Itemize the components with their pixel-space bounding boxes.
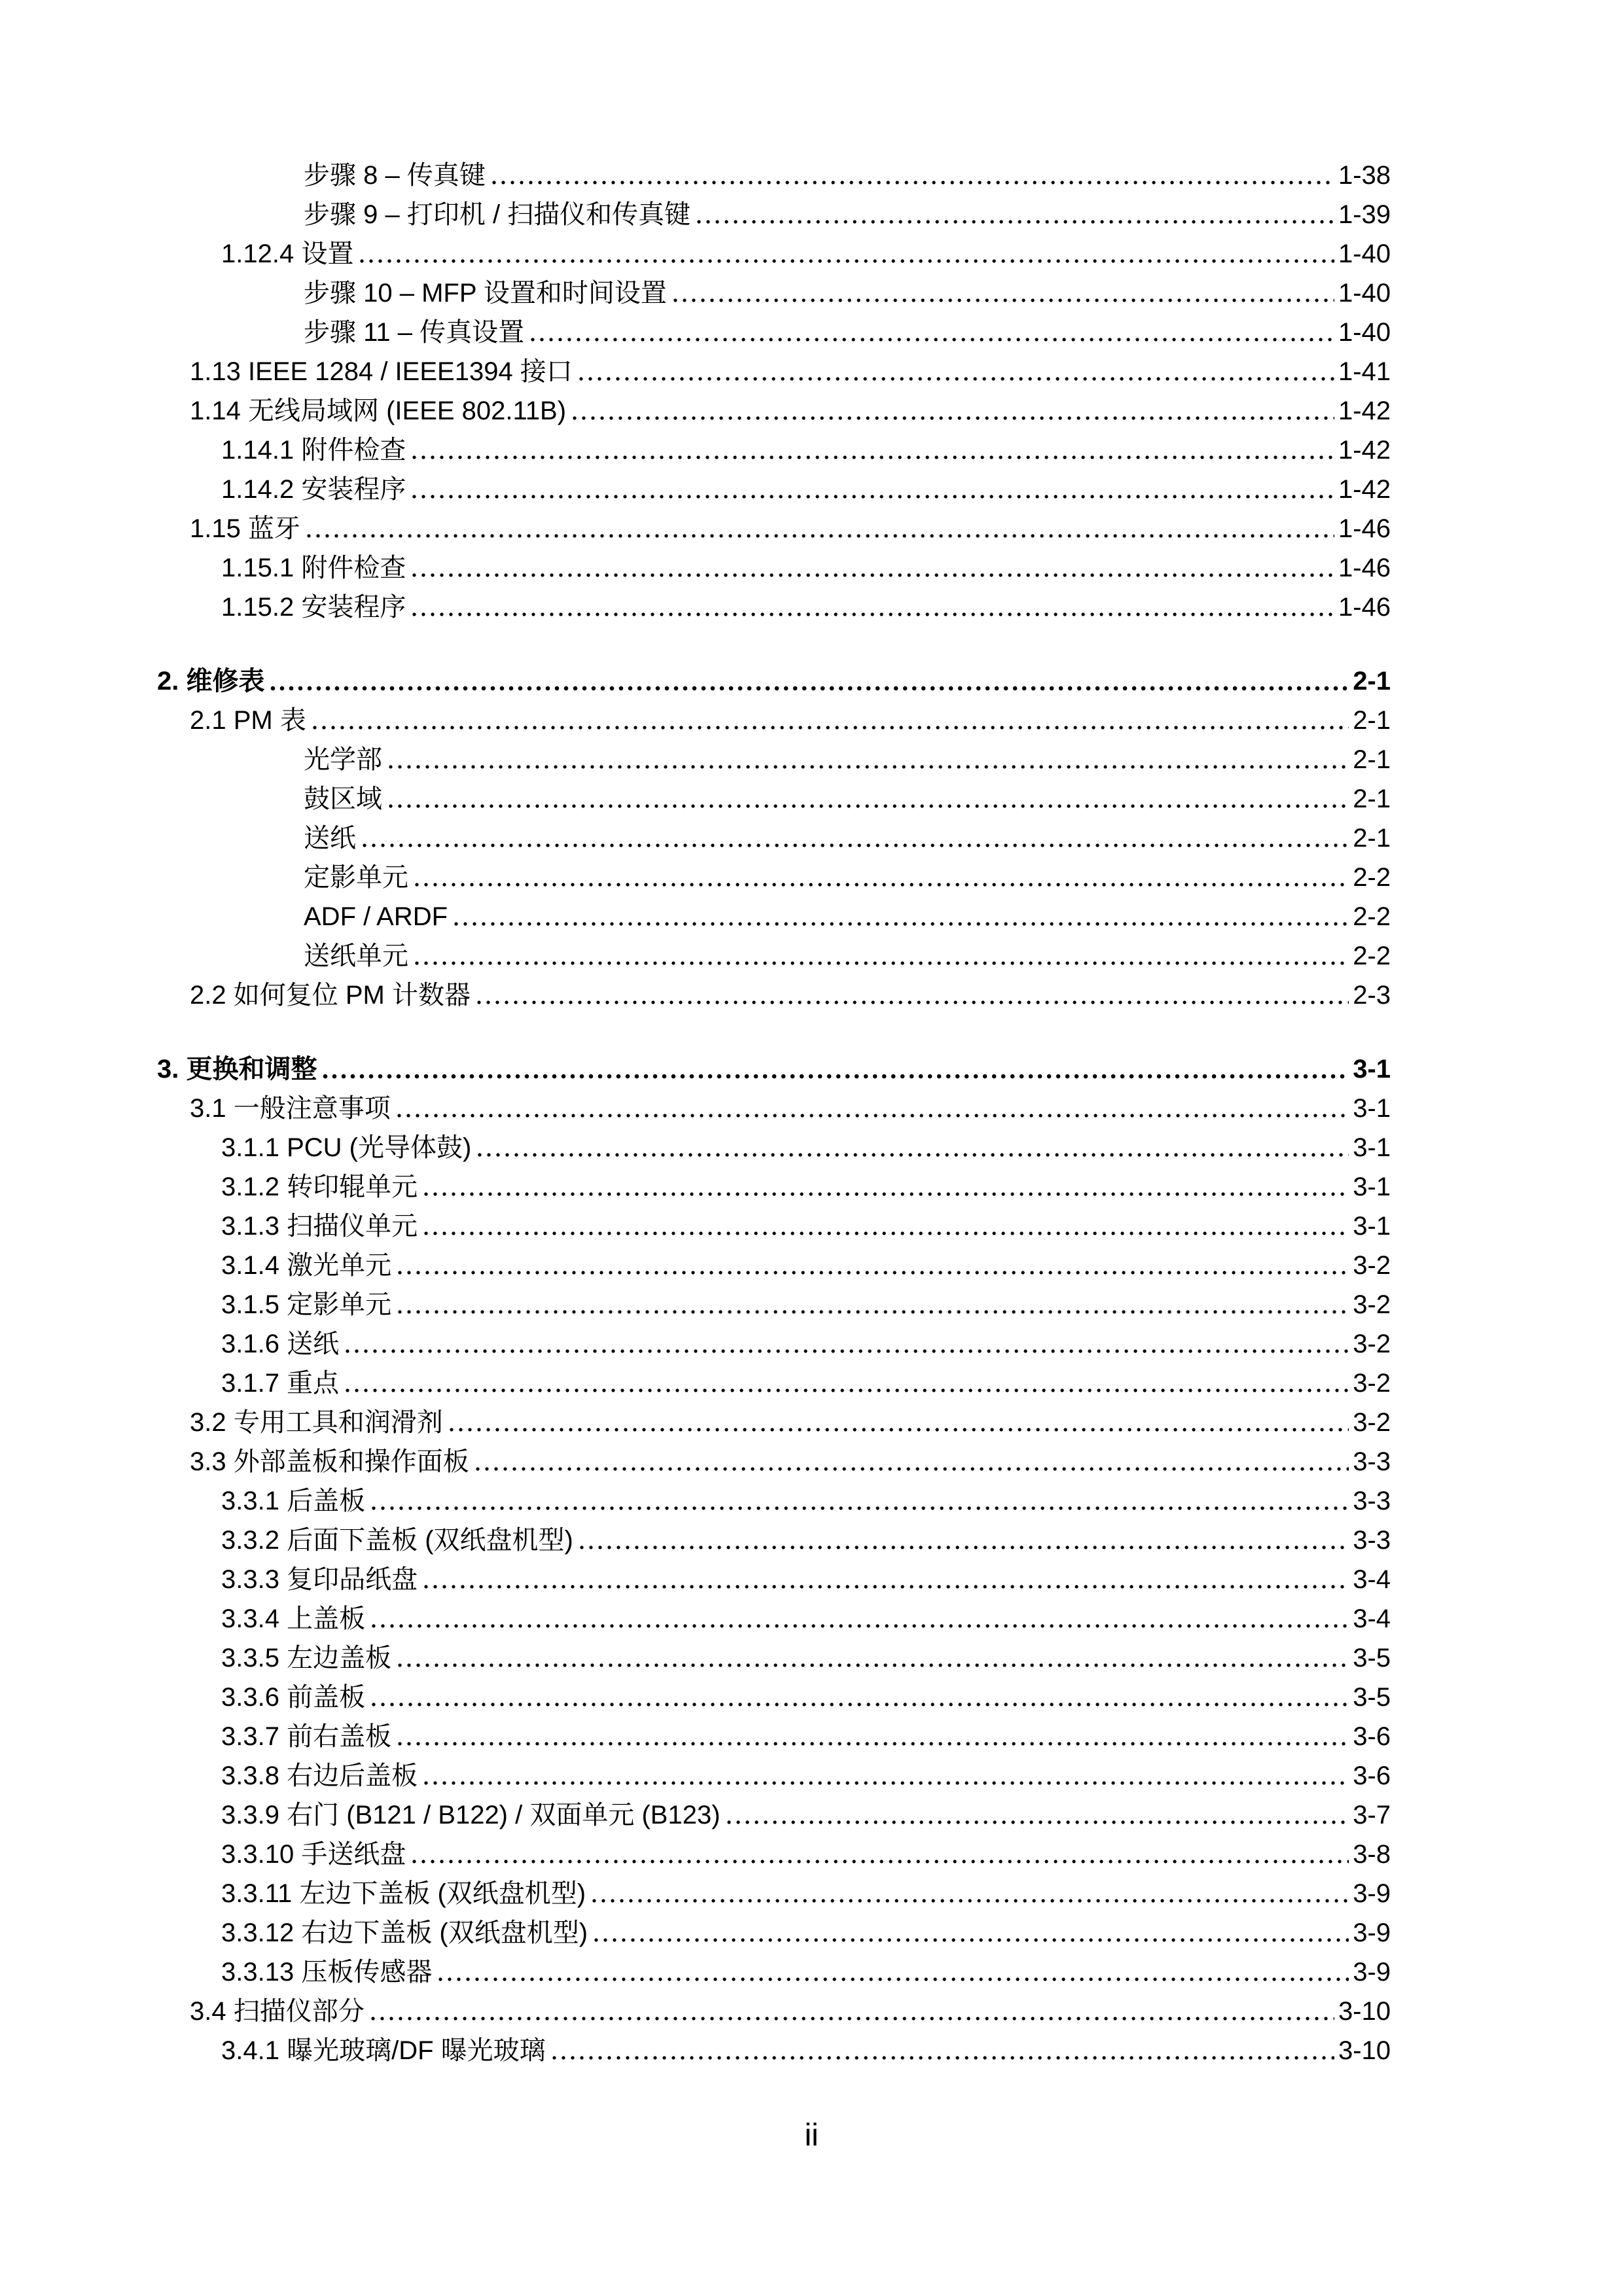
toc-entry-label: 3.3.10 手送纸盘 [221, 1840, 406, 1869]
toc-entry [221, 1281, 1391, 1318]
toc-entry [304, 815, 1391, 851]
dot-leader [671, 298, 1334, 303]
toc-entry [221, 466, 1391, 503]
toc-entry-page: 3-9 [1353, 1918, 1391, 1947]
dot-leader [452, 921, 1349, 927]
toc-entry [221, 1517, 1391, 1553]
toc-entry [304, 270, 1391, 306]
toc-entry [304, 736, 1391, 773]
dot-leader [421, 1780, 1349, 1786]
toc-entry-page: 2-1 [1353, 745, 1391, 774]
toc-entry-page: 3-1 [1353, 1133, 1391, 1162]
toc-entry-page: 3-2 [1353, 1330, 1391, 1358]
toc-entry-page: 3-9 [1353, 1879, 1391, 1908]
toc-entry-page: 1-46 [1338, 554, 1391, 582]
toc-entry-page: 3-1 [1353, 1212, 1391, 1241]
dot-leader [410, 612, 1334, 617]
toc-entry [221, 1203, 1391, 1239]
toc-entry-page: 1-42 [1338, 475, 1391, 504]
dot-leader [410, 1859, 1349, 1864]
dot-leader [343, 1388, 1349, 1393]
dot-leader [592, 1937, 1349, 1943]
toc-entry [221, 1949, 1391, 1985]
toc-entry [221, 1674, 1391, 1710]
toc-entry-label: 3. 更换和调整 [157, 1055, 317, 1084]
dot-leader [490, 180, 1334, 185]
toc-entry-label: 3.3.6 前盖板 [221, 1683, 366, 1712]
toc-entry-page: 1-39 [1338, 200, 1391, 229]
toc-entry [221, 1595, 1391, 1632]
toc-entry-page: 3-5 [1353, 1644, 1391, 1672]
toc-entry [190, 1085, 1391, 1122]
toc-entry-page: 3-3 [1353, 1487, 1391, 1515]
dot-leader [436, 1977, 1349, 1982]
toc-entry [221, 1124, 1391, 1161]
toc-entry-page: 3-1 [1353, 1094, 1391, 1123]
toc-entry-label: 3.4 扫描仪部分 [190, 1997, 365, 2026]
dot-leader [395, 1270, 1349, 1275]
toc-entry-page: 3-2 [1353, 1290, 1391, 1319]
toc-entry [221, 544, 1391, 581]
toc-entry [304, 309, 1391, 345]
toc-entry-label: 3.4.1 曝光玻璃/DF 曝光玻璃 [221, 2036, 546, 2065]
toc-entry-page: 2-2 [1353, 942, 1391, 970]
toc-entry-label: 3.3.11 左边下盖板 (双纸盘机型) [221, 1879, 586, 1908]
dot-leader [369, 1702, 1349, 1707]
toc-entry-page: 3-6 [1353, 1722, 1391, 1751]
toc-entry [221, 1360, 1391, 1396]
toc-entry-label: 1.15.1 附件检查 [221, 554, 406, 582]
toc-entry-page: 3-6 [1353, 1761, 1391, 1790]
toc-entry [304, 152, 1391, 188]
toc-entry-label: 3.1.6 送纸 [221, 1330, 340, 1358]
toc-entry-label: 3.1.1 PCU (光导体鼓) [221, 1133, 472, 1162]
dot-leader [395, 1663, 1349, 1668]
toc-entry-page: 3-8 [1353, 1840, 1391, 1869]
dot-leader [321, 1074, 1349, 1079]
toc-entry [221, 230, 1391, 267]
toc-entry [221, 1713, 1391, 1750]
dot-leader [410, 455, 1334, 460]
toc-entry [221, 1163, 1391, 1200]
toc-entry-label: 1.13 IEEE 1284 / IEEE1394 接口 [190, 357, 573, 386]
toc-entry-page: 1-46 [1338, 514, 1391, 543]
toc-entry [221, 1242, 1391, 1279]
dot-leader [386, 764, 1349, 769]
toc-entry [221, 1556, 1391, 1593]
dot-leader [421, 1231, 1349, 1236]
toc-entry-page: 3-9 [1353, 1958, 1391, 1987]
dot-leader [473, 1466, 1349, 1472]
toc-entry-label: 3.1.4 激光单元 [221, 1251, 392, 1280]
toc-entry [221, 584, 1391, 620]
dot-leader [577, 1545, 1349, 1550]
dot-leader [421, 1584, 1349, 1589]
toc-entry [190, 1438, 1391, 1475]
toc-entry [221, 1909, 1391, 1946]
toc-entry-label: 3.1.7 重点 [221, 1369, 340, 1398]
toc-entry [190, 1399, 1391, 1436]
dot-leader [550, 2055, 1334, 2060]
page-number: ii [804, 2118, 819, 2153]
toc-entry-label: 1.14 无线局域网 (IEEE 802.11B) [190, 397, 567, 425]
toc-entry [221, 1320, 1391, 1357]
toc-entry [221, 427, 1391, 463]
toc-entry [304, 775, 1391, 812]
toc-entry-label: 鼓区域 [304, 785, 382, 813]
dot-leader [357, 258, 1334, 264]
toc-entry-label: 1.14.1 附件检查 [221, 436, 406, 465]
toc-entry-page: 3-2 [1353, 1251, 1391, 1280]
toc-entry-page: 1-41 [1338, 357, 1391, 386]
toc-entry-page: 1-42 [1338, 436, 1391, 465]
dot-leader [412, 882, 1349, 887]
dot-leader [724, 1820, 1349, 1825]
toc-entry [190, 1988, 1391, 2024]
dot-leader [360, 843, 1349, 848]
dot-leader [570, 415, 1334, 421]
dot-leader [412, 961, 1349, 966]
toc-entry-page: 2-2 [1353, 863, 1391, 892]
toc-entry-page: 2-1 [1353, 785, 1391, 813]
toc-entry-label: 1.15 蓝牙 [190, 514, 300, 543]
toc-entry-page: 2-1 [1353, 706, 1391, 735]
toc-entry-label: ADF / ARDF [304, 902, 448, 931]
toc-entry-label: 2.2 如何复位 PM 计数器 [190, 981, 471, 1010]
toc-entry [221, 1634, 1391, 1671]
toc-entry-page: 3-3 [1353, 1447, 1391, 1476]
toc-entry-page: 2-3 [1353, 981, 1391, 1010]
toc-entry [304, 854, 1391, 891]
dot-leader [395, 1309, 1349, 1315]
toc-entry [221, 1870, 1391, 1907]
toc-entry-label: 3.3.12 右边下盖板 (双纸盘机型) [221, 1918, 588, 1947]
toc-entry-page: 3-2 [1353, 1408, 1391, 1437]
toc-entry [221, 1477, 1391, 1514]
toc-chapter [157, 1046, 1391, 1082]
toc-entry-page: 3-5 [1353, 1683, 1391, 1712]
toc-entry-page: 3-1 [1353, 1173, 1391, 1201]
toc-entry-label: 3.1.2 转印辊单元 [221, 1173, 418, 1201]
toc-entry-label: 3.3.4 上盖板 [221, 1604, 366, 1633]
toc-entry-label: 定影单元 [304, 863, 408, 892]
toc-entry-label: 3.3 外部盖板和操作面板 [190, 1447, 469, 1476]
toc-entry-page: 3-10 [1338, 1997, 1391, 2026]
dot-leader [447, 1427, 1349, 1432]
toc-entry [190, 348, 1391, 385]
toc-entry-label: 3.3.3 复印品纸盘 [221, 1565, 418, 1594]
toc-entry-label: 1.14.2 安装程序 [221, 475, 406, 504]
toc-entry-page: 3-1 [1353, 1055, 1391, 1084]
toc-entry-label: 送纸 [304, 824, 356, 853]
toc-entry-label: 3.3.9 右门 (B121 / B122) / 双面单元 (B123) [221, 1801, 721, 1829]
toc-entry-page: 1-40 [1338, 279, 1391, 308]
toc-entry [190, 387, 1391, 424]
toc-chapter [157, 658, 1391, 694]
toc-entry-page: 3-10 [1338, 2036, 1391, 2065]
dot-leader [694, 219, 1334, 224]
dot-leader [369, 1623, 1349, 1629]
toc-entry-label: 1.15.2 安装程序 [221, 593, 406, 622]
dot-leader [410, 573, 1334, 578]
toc-entry [304, 191, 1391, 228]
toc-entry-label: 3.3.8 右边后盖板 [221, 1761, 418, 1790]
toc-entry [221, 2027, 1391, 2064]
dot-leader [368, 2016, 1334, 2021]
dot-leader [310, 725, 1349, 730]
toc-entry-page: 2-2 [1353, 902, 1391, 931]
toc-entry-label: 3.2 专用工具和润滑剂 [190, 1408, 443, 1437]
toc-entry [304, 893, 1391, 930]
dot-leader [268, 686, 1349, 691]
toc-entry-label: 步骤 11 – 传真设置 [304, 318, 525, 347]
toc-entry-page: 3-4 [1353, 1604, 1391, 1633]
dot-leader [386, 804, 1349, 809]
toc-entry-page: 2-1 [1353, 824, 1391, 853]
dot-leader [475, 1152, 1349, 1157]
toc-entry-page: 3-3 [1353, 1526, 1391, 1555]
toc-entry-label: 步骤 8 – 传真键 [304, 161, 486, 190]
toc-entry-label: 3.3.13 压板传感器 [221, 1958, 433, 1987]
dot-leader [421, 1192, 1349, 1197]
toc-entry [190, 505, 1391, 542]
toc-entry-label: 2. 维修表 [157, 667, 265, 696]
toc-entry-label: 光学部 [304, 745, 382, 774]
toc-entry-page: 1-46 [1338, 593, 1391, 622]
toc-entry [190, 972, 1391, 1008]
toc-entry-label: 3.1 一般注意事项 [190, 1094, 391, 1123]
toc-entry-label: 步骤 9 – 打印机 / 扫描仪和传真键 [304, 200, 691, 229]
toc-entry [221, 1752, 1391, 1789]
toc-entry-page: 3-2 [1353, 1369, 1391, 1398]
dot-leader [343, 1349, 1349, 1354]
dot-leader [528, 337, 1334, 342]
toc-entry-label: 3.3.5 左边盖板 [221, 1644, 392, 1672]
toc-entry-label: 3.3.1 后盖板 [221, 1487, 366, 1515]
dot-leader [395, 1741, 1349, 1746]
toc-entry-label: 送纸单元 [304, 942, 408, 970]
toc-entry [304, 932, 1391, 969]
toc-entry-label: 1.12.4 设置 [221, 239, 354, 268]
dot-leader [590, 1898, 1349, 1903]
toc-entry [221, 1831, 1391, 1867]
toc-entry-page: 1-38 [1338, 161, 1391, 190]
toc-entry-page: 1-40 [1338, 239, 1391, 268]
toc-entry-label: 步骤 10 – MFP 设置和时间设置 [304, 279, 667, 308]
dot-leader [304, 533, 1334, 539]
dot-leader [474, 1000, 1349, 1005]
toc-entry-page: 3-7 [1353, 1801, 1391, 1829]
toc-entry-label: 3.1.5 定影单元 [221, 1290, 392, 1319]
dot-leader [395, 1113, 1349, 1118]
toc-entry-label: 3.3.7 前右盖板 [221, 1722, 392, 1751]
dot-leader [369, 1506, 1349, 1511]
toc-entry [190, 697, 1391, 733]
toc-entry-page: 3-4 [1353, 1565, 1391, 1594]
toc-entry-page: 1-42 [1338, 397, 1391, 425]
toc-entry-page: 1-40 [1338, 318, 1391, 347]
toc-entry [221, 1792, 1391, 1828]
dot-leader [410, 494, 1334, 499]
toc-entry-page: 2-1 [1353, 667, 1391, 696]
toc-entry-label: 3.1.3 扫描仪单元 [221, 1212, 418, 1241]
toc-entry-label: 2.1 PM 表 [190, 706, 306, 735]
dot-leader [577, 376, 1334, 381]
toc-entry-label: 3.3.2 后面下盖板 (双纸盘机型) [221, 1526, 573, 1555]
